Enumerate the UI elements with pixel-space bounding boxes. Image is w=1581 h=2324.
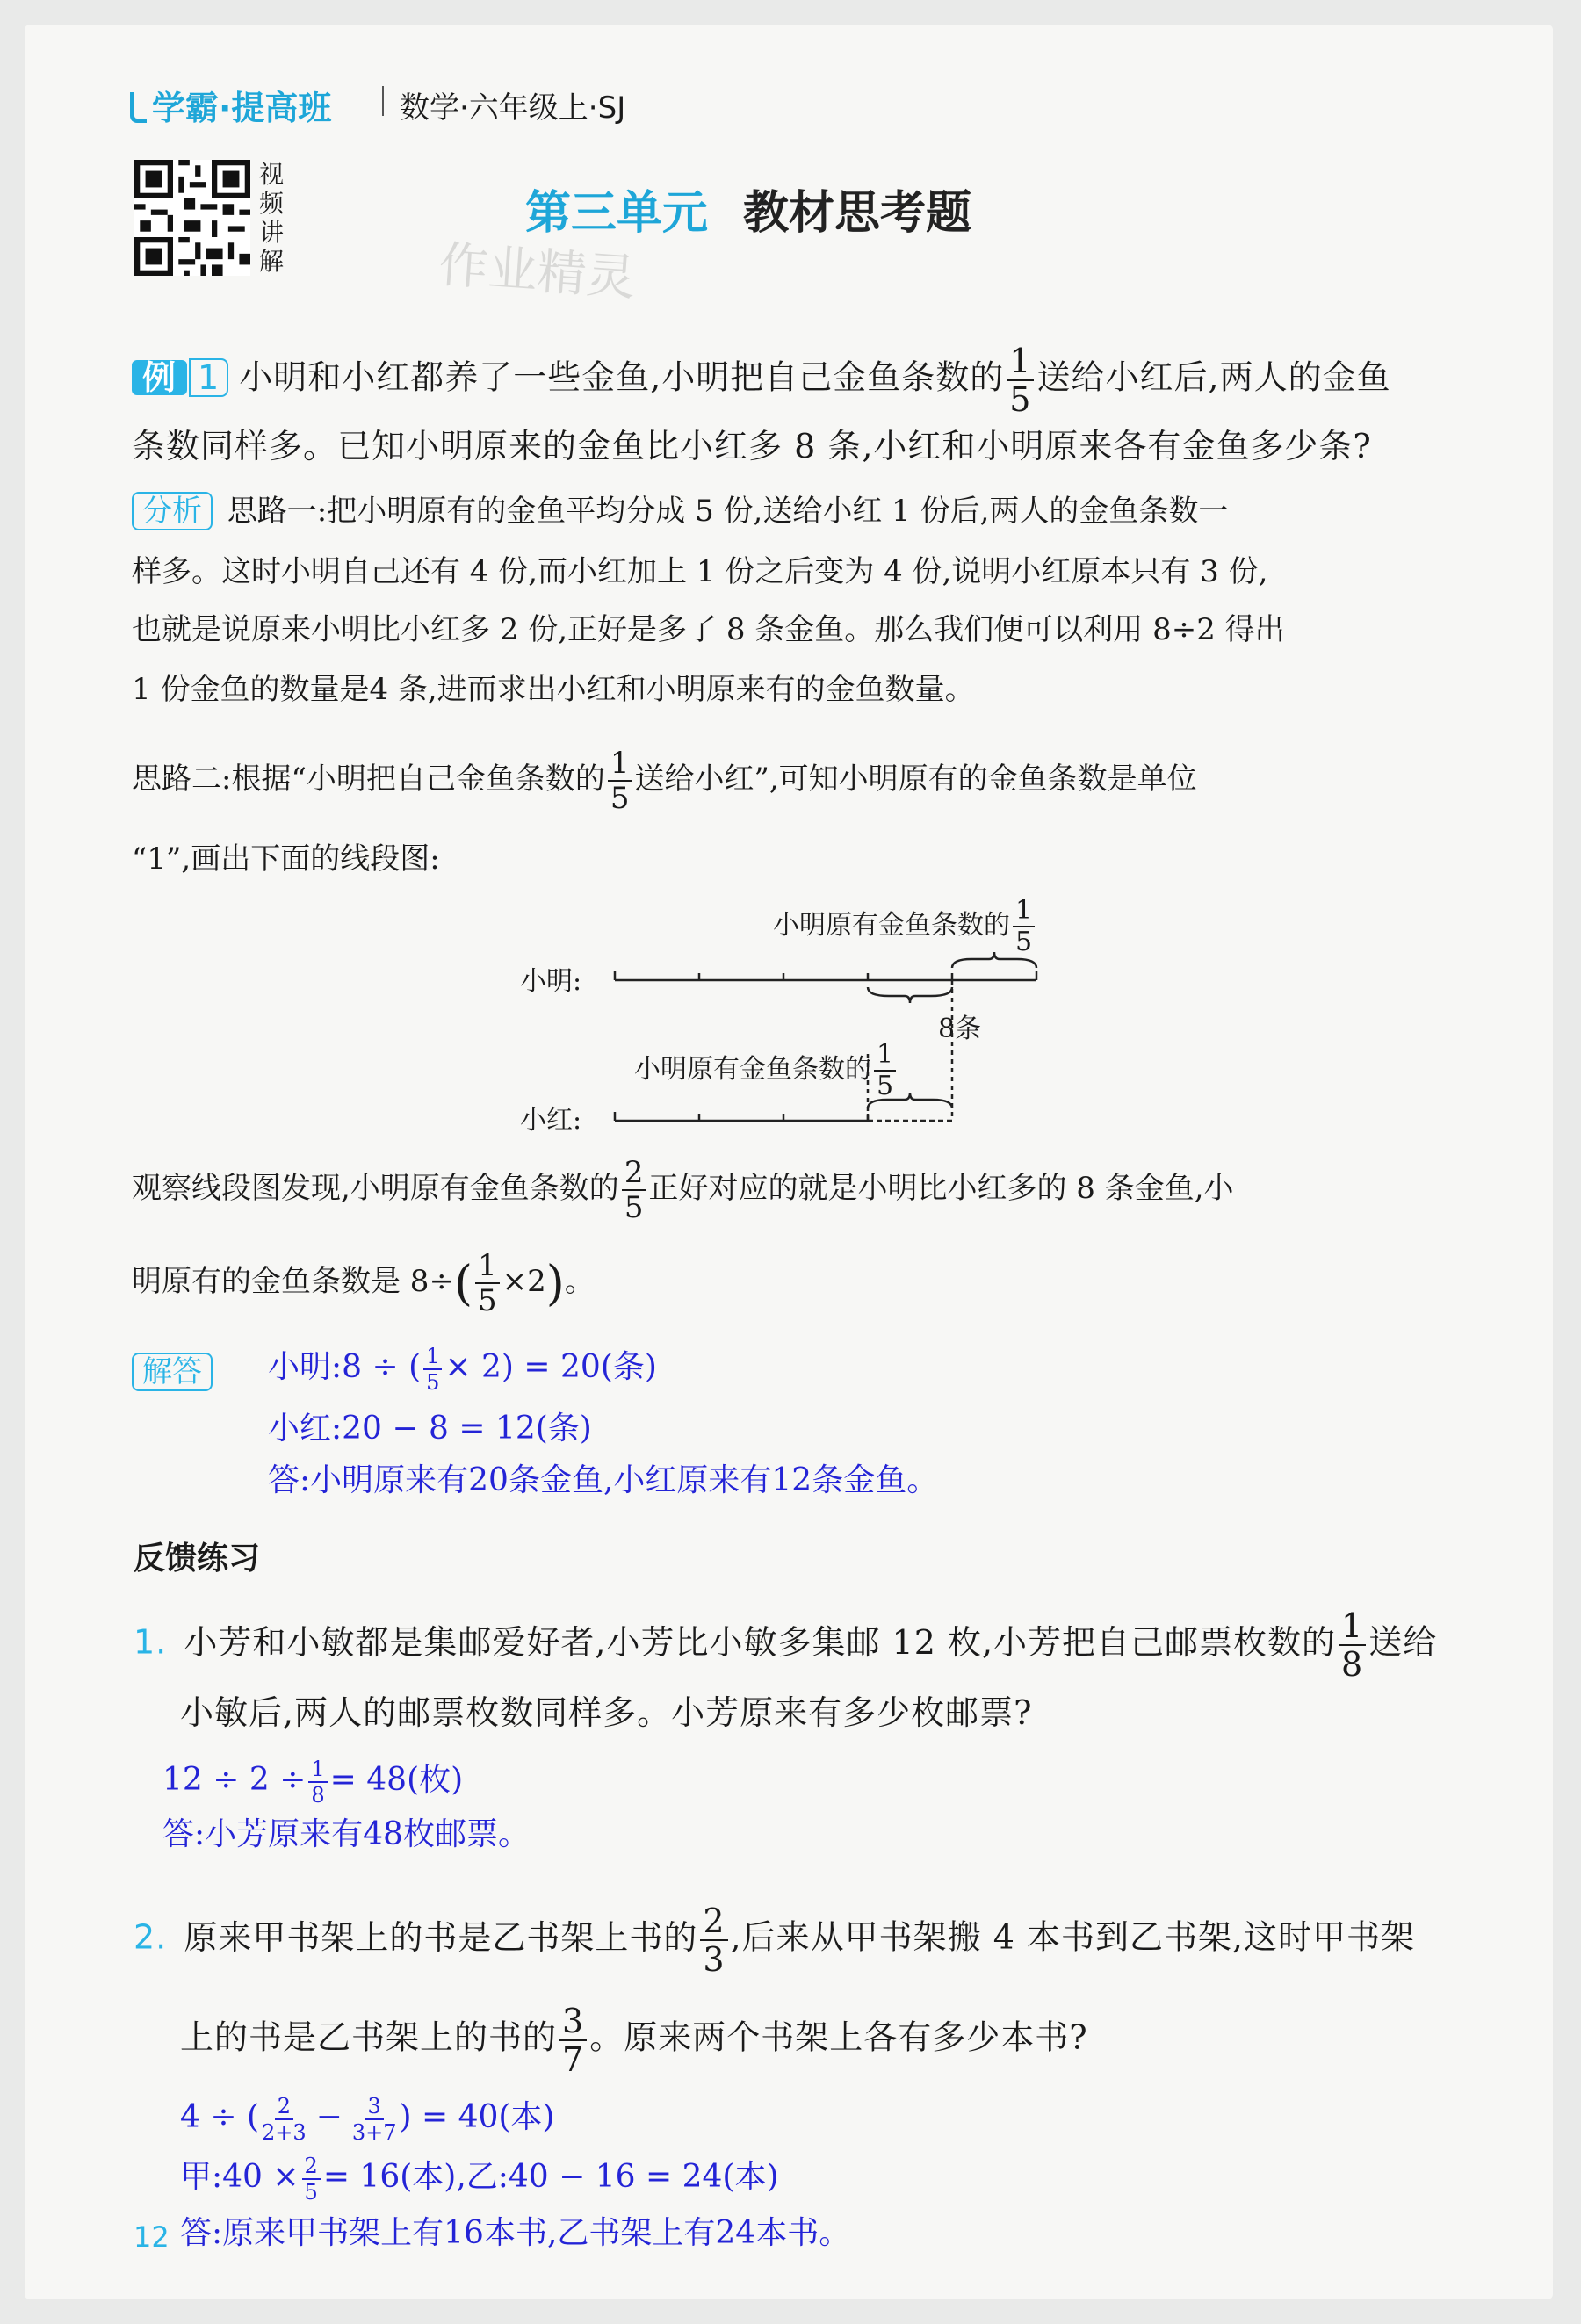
observe-line-2: 明原有的金鱼条数是 8÷( $\frac{1}{5}$ ×2)。 [132,1248,595,1318]
analysis-line-2: 样多。这时小明自己还有 4 份,而小红加上 1 份之后变为 4 份,说明小红原本只有 3 份, [132,554,1268,589]
q2-line-2: 上的书是乙书架上的书的 $\frac{3}{7}$ 。原来两个书架上各有多少本书? [180,2002,1088,2079]
answer-line-2: 小红:20 − 8 = 12(条) [268,1411,592,1447]
answer-line-3: 答:小明原来有20条金鱼,小红原来有12条金鱼。 [268,1462,939,1498]
brand-logo: 学霸·提高班 [130,81,331,129]
unit-topic: 教材思考题 [743,187,972,240]
q1-answer-2: 答:小芳原来有48枚邮票。 [162,1816,530,1852]
q1-line-2: 小敏后,两人的邮票枚数同样多。小芳原来有多少枚邮票? [180,1693,1033,1732]
unit-title [525,176,971,242]
page-number: 12 [134,2220,170,2254]
diagram-8-label: 8条 [938,1014,982,1044]
idea2-line-2: “1”,画出下面的线段图: [132,841,440,877]
q2-number: 2. [134,1917,168,1957]
diagram-xh-brace-label: 小明原有金鱼条数的 $\frac{1}{5}$ [634,1042,899,1100]
q1-answer-1: 12 ÷ 2 ÷ $\frac{1}{8}$ = 48(枚) [162,1757,464,1808]
example-line-1: 例 1 小明和小红都养了一些金鱼,小明把自己金鱼条数的 $\frac{1}{5}$ 送给小红后,两人的金鱼 [132,344,1391,416]
analysis-line-1: 分析 思路一:把小明原有的金鱼平均分成 5 份,送给小红 1 份后,两人的金鱼条数一 [132,487,1228,530]
header-divider [382,86,384,116]
example-number: 1 [189,358,228,397]
diagram-xiaohong-label: 小红: [520,1105,582,1136]
diagram-xiaoming-label: 小明: [520,966,582,997]
segment-diagram [606,940,1063,1133]
diagram-top-brace-label: 小明原有金鱼条数的 $\frac{1}{5}$ [773,898,1037,956]
idea2-line-1: 思路二:根据“小明把自己金鱼条数的 $\frac{1}{5}$ 送给小红”,可知小明原有的金鱼条数是单位 [132,746,1197,816]
analysis-line-4: 1 份金鱼的数量是4 条,进而求出小红和小明原来有的金鱼数量。 [132,672,975,707]
feedback-title: 反馈练习 [134,1541,261,1577]
q2-line-1: 2. 原来甲书架上的书是乙书架上书的 $\frac{2}{3}$ ,后来从甲书架搬 4 本书到乙书架,这时甲书架 [134,1902,1416,1979]
answer-tag: 解答 [132,1353,213,1391]
book-info: 数学·六年级上·SJ [400,90,626,126]
q1-number: 1. [134,1622,168,1662]
bottom-brace [868,987,952,1003]
example-line-2: 条数同样多。已知小明原来的金鱼比小红多 8 条,小红和小明原来各有金鱼多少条? [132,427,1372,466]
unit-label: 第三单元 [525,187,709,240]
observe-line-1: 观察线段图发现,小明原有金鱼条数的 $\frac{2}{5}$ 正好对应的就是小明比小红多的 8 条金鱼,小 [132,1155,1234,1225]
xiaohong-brace [868,1093,952,1108]
analysis-line-3: 也就是说原来小明比小红多 2 份,正好是多了 8 条金鱼。那么我们便可以利用 8÷2 得出 [132,612,1285,647]
q2-answer-1: 4 ÷ ( $\frac{2}{2+3}$ − $\frac{3}{3+7}$ ) = 40(本) [180,2094,555,2145]
q2-answer-2: 甲:40 × $\frac{2}{5}$ = 16(本),乙:40 − 16 = 24(本) [180,2154,779,2205]
qr-code [134,160,250,276]
q2-answer-3: 答:原来甲书架上有16本书,乙书架上有24本书。 [180,2215,851,2251]
graduation-cap-icon [130,92,147,123]
watermark: 作业精灵 [437,236,638,307]
example-tag: 例 [132,360,187,395]
q1-line-1: 1. 小芳和小敏都是集邮爱好者,小芳比小敏多集邮 12 枚,小芳把自己邮票枚数的 $\frac{1}{8}$ 送给 [134,1606,1438,1684]
answer-tag-wrap [132,1353,213,1391]
top-brace [952,952,1036,968]
video-label: 视频讲解 [259,160,285,276]
analysis-tag: 分析 [132,492,213,530]
answer-line-1: 小明:8 ÷ ( $\frac{1}{5}$ × 2) = 20(条) [268,1344,657,1395]
